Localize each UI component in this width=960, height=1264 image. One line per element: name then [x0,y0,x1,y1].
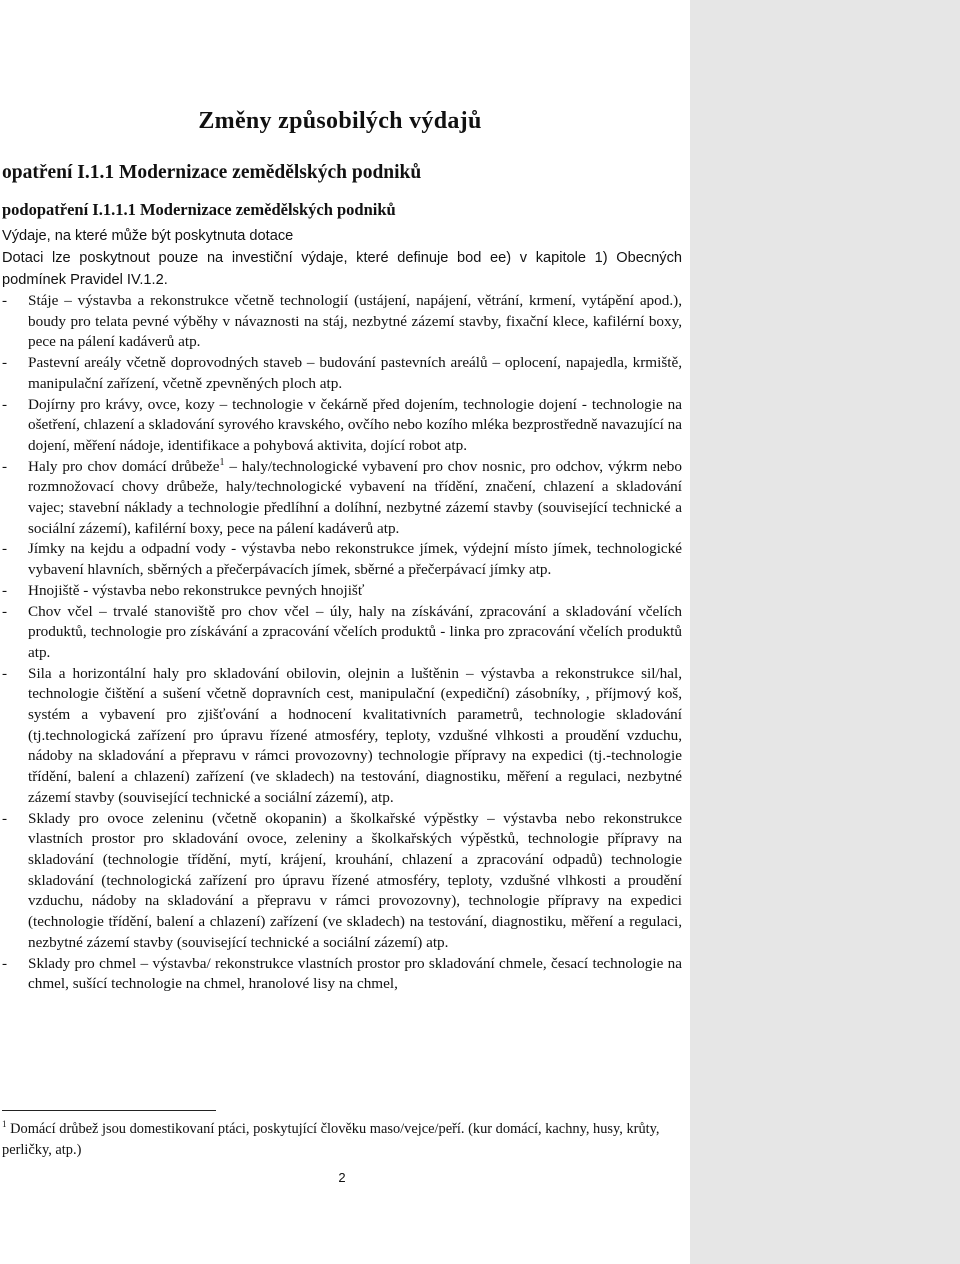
footnote-mark: 1 [2,1119,7,1130]
dash-bullet: - [2,664,8,682]
list-item-text: Hnojiště - výstavba nebo rekonstrukce pevných hnojišť [28,581,365,599]
dash-bullet: - [2,540,8,558]
list-item [0,581,682,602]
intro-line: Výdaje, na které může být poskytnuta dotace [2,228,294,244]
comment-margin-panel [690,0,960,1264]
dash-bullet: - [2,457,8,475]
list-item [0,457,682,540]
page-number: 2 [338,1170,346,1185]
list-item-text: Pastevní areály včetně doprovodných staveb – budování pastevních areálů – oplocení, napajedla, krmiště, manipulační zařízení, včetně zpevněných ploch atp. [28,354,682,392]
dash-bullet: - [2,954,8,972]
dash-bullet: - [2,809,8,827]
list-item [0,539,682,580]
list-item [0,664,682,809]
dash-bullet: - [2,395,8,413]
list-item [0,602,682,664]
footnote [2,1119,682,1161]
list-item-text: Sklady pro ovoce zeleninu (včetně okopanin) a školkařské výpěstky – výstavba nebo rekonstrukce vlastních prostor pro skladování ovoce, zeleniny a školkařských výpěstků, technologie přípravy na skladování (technologie třídění, mytí, krájení, krouhání, chlazení a zpracování odpadů) technologie skladování (technologická zařízení pro úpravu řízené atmosféry, teploty, vzdušné vlhkosti a proudění vzduchu, nádoby na skladování a přepravu v rámci provozovny), technologie přípravy na expedici (technologie třídění, balení a chlazení) zařízení (ve skladech) na testování, diagnostiku, měření a regulaci, nezbytné zázemí stavby (související technické a sociální zázemí) atp. [28,809,682,951]
dash-bullet: - [2,581,8,599]
dotace-paragraph: Dotaci lze poskytnout pouze na investiční výdaje, které definuje bod ee) v kapitole 1) Obecných podmínek Pravidel IV.1.2. [2,250,682,288]
dash-bullet: - [2,602,8,620]
footnote-text: Domácí drůbež jsou domestikovaní ptáci, poskytující člověku maso/vejce/peří. (kur domácí, kachny, husy, krůty, perličky, atp.) [2,1121,660,1158]
list-item-text: Haly pro chov domácí drůbeže [28,457,220,475]
list-item [0,954,682,995]
expense-list [0,291,682,995]
list-item [0,809,682,954]
list-item [0,353,682,394]
dash-bullet: - [2,354,8,372]
footnote-reference: 1 [219,456,225,468]
list-item-text: Dojírny pro krávy, ovce, kozy – technologie v čekárně před dojením, technologie dojení - technologie na ošetření, chlazení a skladování syrového kravského, ovčího nebo kozího mléka bezprostředně navazující na dojení, měření nádoje, identifikace a pohybová aktivita, dojící robot atp. [28,395,682,454]
list-item-text: – haly/technologické vybavení pro chov nosnic, pro odchov, výkrm nebo rozmnožovací chovy drůbeže, haly/technologické vybavení na třídění, značení, chlazení a skladování vajec; stavební náklady a technologie předlíhní a dolíhní, nezbytné zázemí stavby (související technické a sociální zázemí), kafilérní boxy, pece na pálení kadáverů atp. [28,457,682,537]
footnote-separator [2,1110,216,1111]
submeasure-heading: podopatření I.1.1.1 Modernizace zemědělských podniků [2,200,396,219]
list-item-text: Sila a horizontální haly pro skladování obilovin, olejnin a luštěnin – výstavba a rekonstrukce sil/hal, technologie čištění a sušení včetně dopravních cest, manipulační (expediční) zásobníky, , příjmový koš, systém a vybavení pro zjišťování a hodnocení kvalitativních parametrů, technologie skladování (tj.technologická zařízení pro úpravu řízené atmosféry, teploty, vzdušné vlhkosti a proudění vzduchu, nádoby na skladování a přepravu v rámci provozovny) technologie přípravy na expedici (tj.-technologie třídění, balení a chlazení) zařízení (ve skladech) na testování, diagnostiku, měření a regulaci, nezbytné zázemí stavby (související technické a sociální zázemí), atp. [28,664,682,806]
list-item [0,395,682,457]
list-item-text: Sklady pro chmel – výstavba/ rekonstrukce vlastních prostor pro skladování chmele, česací technologie na chmel, sušící technologie na chmel, hranolové lisy na chmel, [28,954,682,993]
list-item [0,291,682,353]
measure-heading: opatření I.1.1 Modernizace zemědělských podniků [2,162,422,183]
dash-bullet: - [2,292,8,309]
list-item-text: Jímky na kejdu a odpadní vody - výstavba nebo rekonstrukce jímek, výdejní místo jímek, technologické vybavení hlavních, sběrných a přečerpávacích jímek, sběrné a přečerpávací jímky atp. [28,540,682,579]
list-item-text: Chov včel – trvalé stanoviště pro chov včel – úly, haly na získávání, zpracování a skladování včelích produktů, technologie pro získávání a zpracování včelích produktů - linka pro zpracování včelích produktů atp. [28,602,682,661]
list-item-text: Stáje – výstavba a rekonstrukce včetně technologií (ustájení, napájení, větrání, krmení, vytápění apod.), boudy pro telata pevné výběhy v návaznosti na stáj, nezbytné zázemí stavby, fixační klece, kafilérní boxy, pece na pálení kadáverů atp. [28,292,682,351]
page-title: Změny způsobilých výdajů [198,108,482,134]
